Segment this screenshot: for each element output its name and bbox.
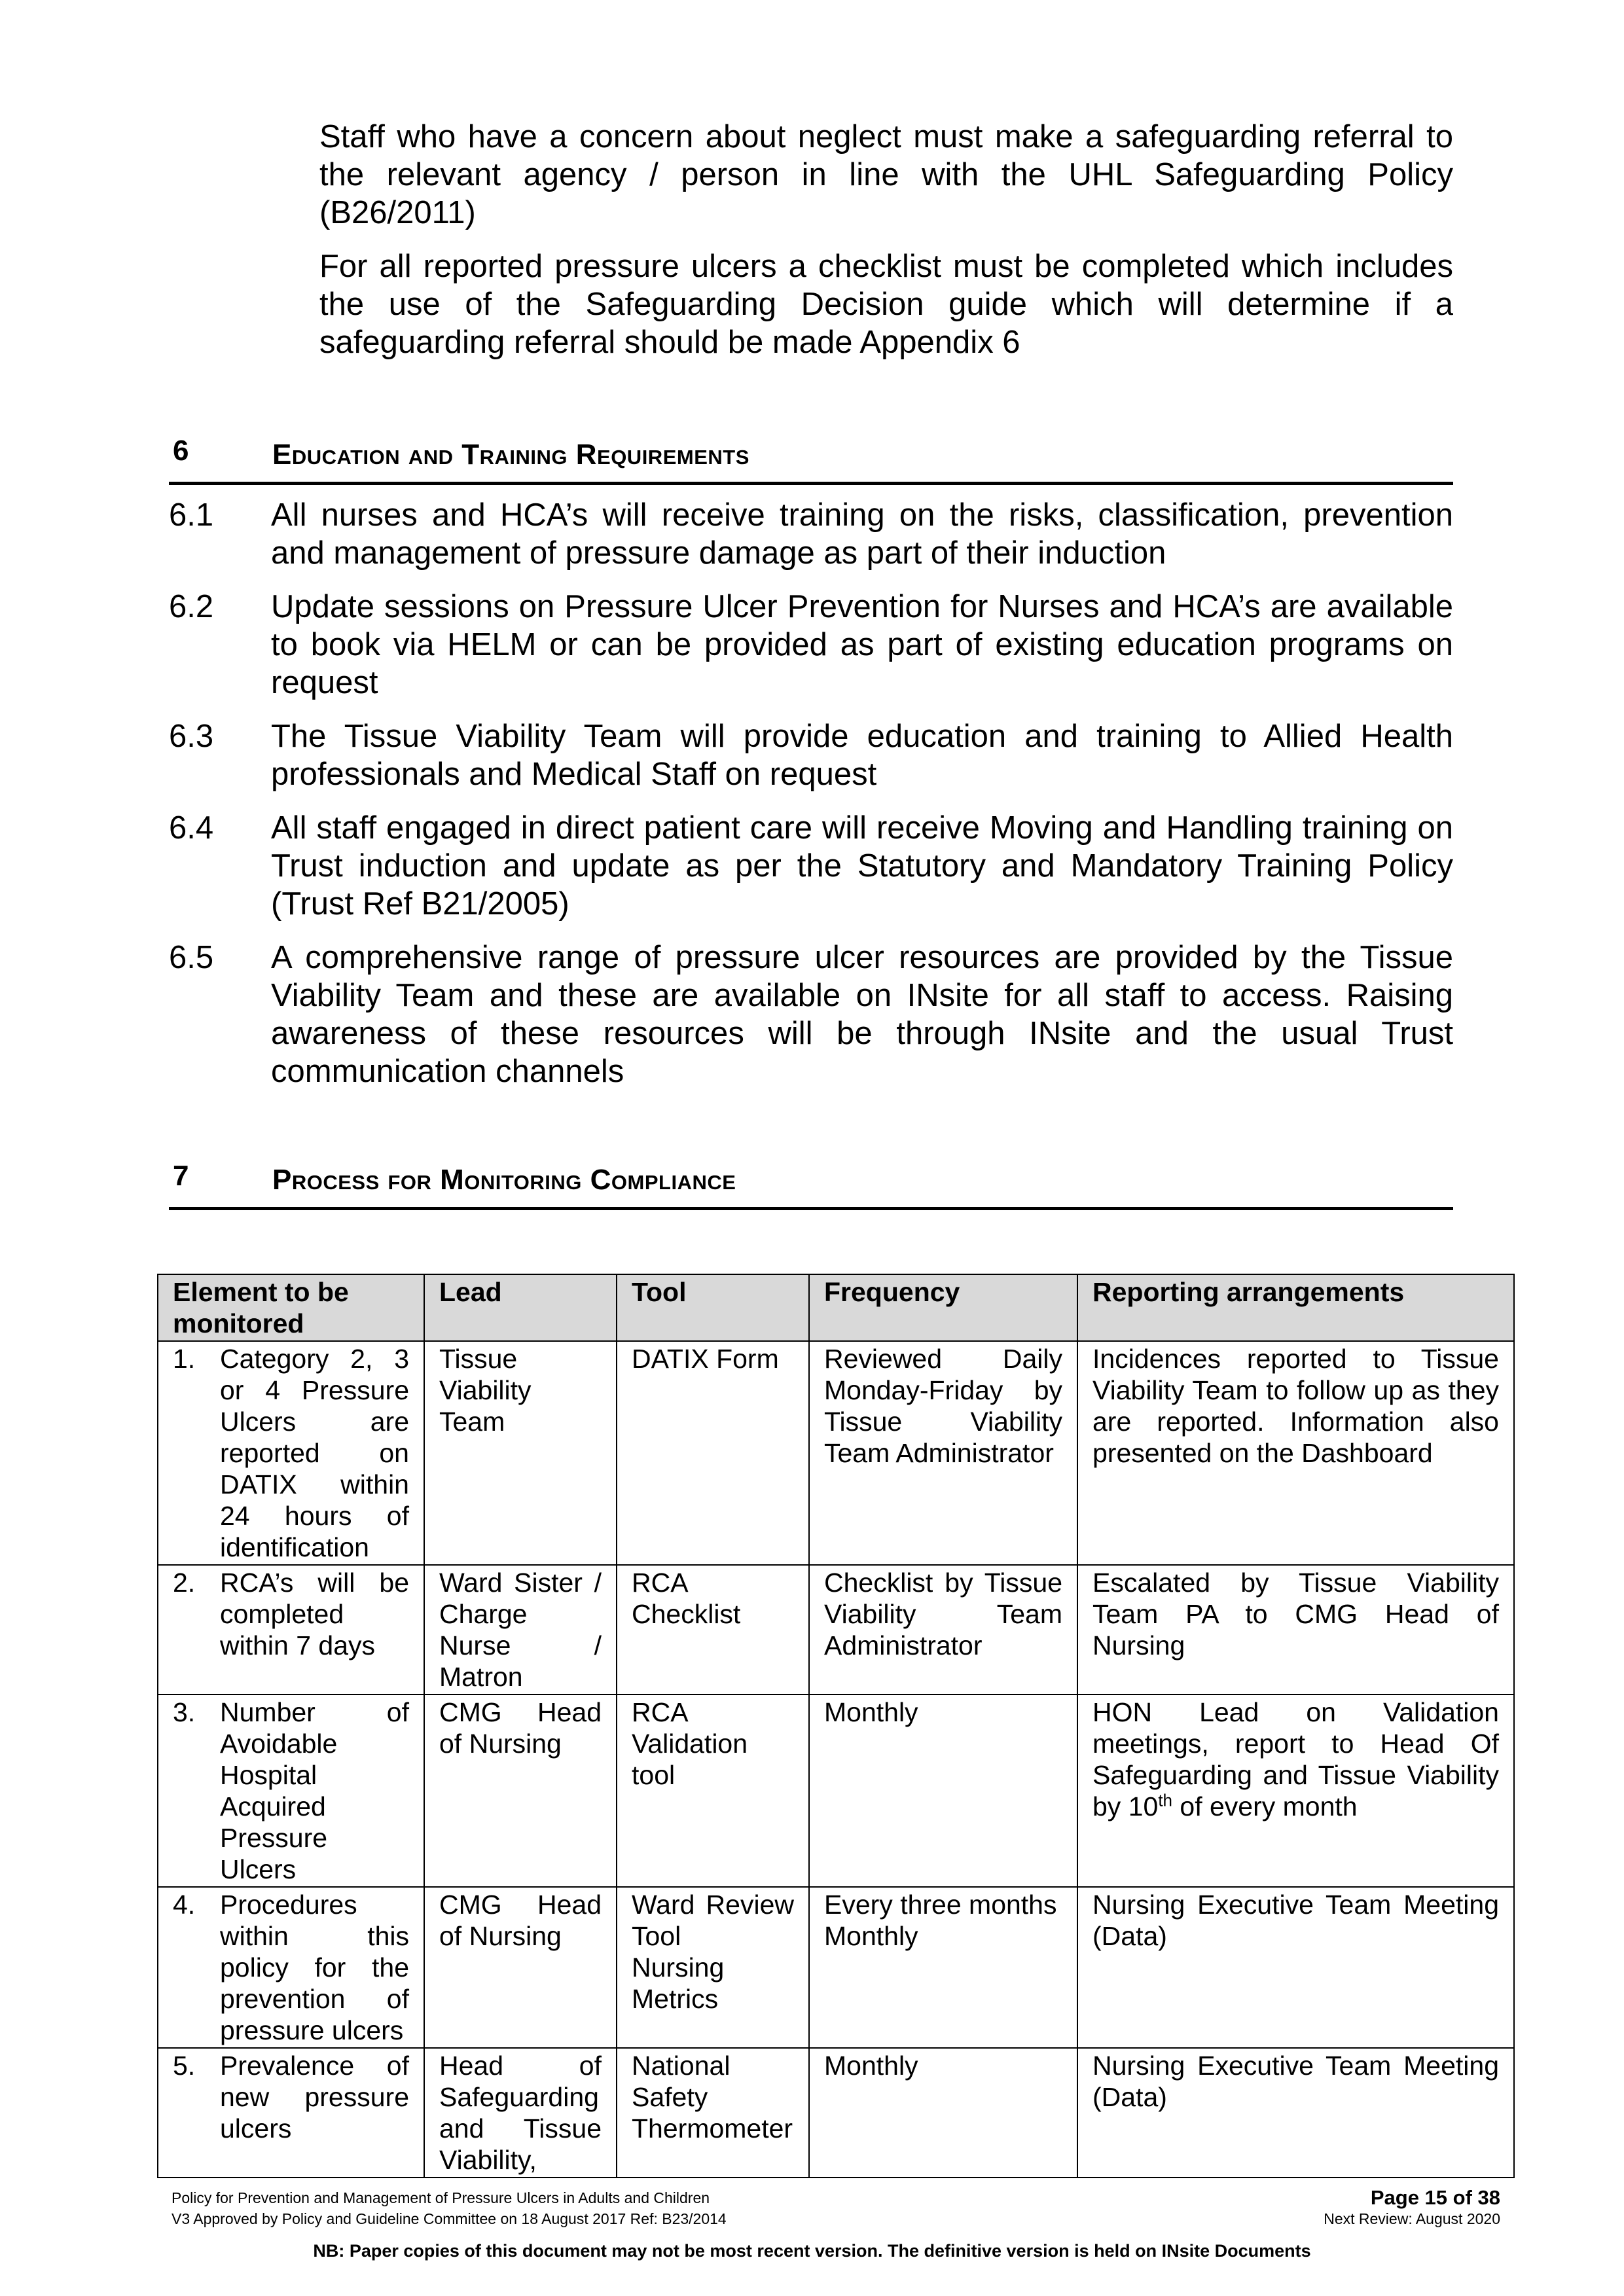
clause-text: All staff engaged in direct patient care will receive Moving and Handling training on Trust induction and update as per the Statutory and Mandatory Training Policy (Trust Ref B21/2005)	[271, 810, 1453, 922]
element-text: Number of Avoidable Hospital Acquired Pressure Ulcers	[220, 1697, 409, 1884]
clause-number: 6.1	[169, 497, 214, 533]
section-number: 6	[173, 435, 189, 467]
section-number: 7	[173, 1160, 189, 1192]
intro-paragraph: For all reported pressure ulcers a checklist must be completed which includes the use of the Safeguarding Decision guide which will determine if a safeguarding referral should be made Appendix 6	[319, 249, 1453, 360]
lead-cell: CMG Head of Nursing	[424, 1695, 617, 1887]
column-header: Element to be monitored	[158, 1274, 424, 1341]
clause-number: 6.5	[169, 940, 214, 975]
reporting-cell: Nursing Executive Team Meeting (Data)	[1077, 2048, 1514, 2178]
section-title: Education and Training Requirements	[272, 439, 749, 471]
frequency-cell: Reviewed Daily Monday-Friday by Tissue Viability Team Administrator	[809, 1341, 1077, 1565]
reporting-cell: Nursing Executive Team Meeting (Data)	[1077, 1887, 1514, 2048]
lead-cell: CMG Head of Nursing	[424, 1887, 617, 2048]
monitoring-compliance-table	[157, 1274, 1515, 2178]
element-text: Prevalence of new pressure ulcers	[220, 2051, 409, 2144]
element-text: RCA’s will be completed within 7 days	[220, 1568, 409, 1660]
tool-cell: National Safety Thermometer	[617, 2048, 809, 2178]
tool-cell: DATIX Form	[617, 1341, 809, 1565]
tool-line: Nursing Metrics	[632, 1952, 725, 2014]
column-header: Tool	[617, 1274, 809, 1341]
element-text: Procedures within this policy for the prevention of pressure ulcers	[220, 1890, 409, 2045]
element-cell	[158, 1565, 424, 1695]
footer-policy-title: Policy for Prevention and Management of Pressure Ulcers in Adults and Children	[171, 2189, 710, 2206]
frequency-cell: Monthly	[809, 2048, 1077, 2178]
reporting-cell: Incidences reported to Tissue Viability Team to follow up as they are reported. Information also presented on the Dashboard	[1077, 1341, 1514, 1565]
clause-text: All nurses and HCA’s will receive training on the risks, classification, prevention and management of pressure damage as part of their induction	[271, 497, 1453, 571]
lead-cell: Ward Sister / Charge Nurse / Matron	[424, 1565, 617, 1695]
frequency-cell	[809, 1887, 1077, 2048]
table-row	[158, 1887, 1514, 2048]
clause-item	[169, 939, 1453, 1090]
reporting-cell: Escalated by Tissue Viability Team PA to CMG Head of Nursing	[1077, 1565, 1514, 1695]
clause-number: 6.4	[169, 810, 214, 846]
frequency-line: Every three months	[824, 1890, 1057, 1920]
row-number: 1.	[173, 1344, 196, 1374]
section-title: Process for Monitoring Compliance	[272, 1164, 736, 1196]
row-number: 2.	[173, 1568, 196, 1598]
section-heading-monitoring	[169, 1160, 1453, 1210]
lead-cell: Head of Safeguarding and Tissue Viability,	[424, 2048, 617, 2178]
next-review: Next Review: August 2020	[1324, 2210, 1500, 2227]
clause-text: Update sessions on Pressure Ulcer Prevention for Nurses and HCA’s are available to book via HELM or can be provided as part of existing education programs on request	[271, 589, 1453, 700]
ordinal-suffix: th	[1158, 1790, 1172, 1810]
table-header-row	[158, 1274, 1514, 1341]
footer-approval: V3 Approved by Policy and Guideline Committee on 18 August 2017 Ref: B23/2014	[171, 2210, 727, 2227]
element-cell	[158, 1887, 424, 2048]
lead-cell: Tissue Viability Team	[424, 1341, 617, 1565]
clause-item	[169, 809, 1453, 923]
element-text: Category 2, 3 or 4 Pressure Ulcers are reported on DATIX within 24 hours of identification	[220, 1344, 409, 1562]
row-number: 5.	[173, 2051, 196, 2081]
reporting-text: of every month	[1172, 1791, 1358, 1821]
reporting-text: HON Lead on Validation meetings, report to Head Of Safeguarding and Tissue Viability by 10	[1092, 1697, 1499, 1821]
element-cell	[158, 1695, 424, 1887]
section-heading-education	[169, 435, 1453, 485]
element-cell	[158, 2048, 424, 2178]
table-row	[158, 1341, 1514, 1565]
footer-note: NB: Paper copies of this document may not be most recent version. The definitive version is held on INsite Documents	[313, 2241, 1311, 2261]
frequency-line: Monthly	[824, 1921, 918, 1951]
tool-line: Ward Review Tool	[632, 1890, 794, 1951]
page-number: Page 15 of 38	[1370, 2186, 1500, 2209]
intro-paragraph: Staff who have a concern about neglect must make a safeguarding referral to the relevant agency / person in line with the UHL Safeguarding Policy (B26/2011)	[319, 119, 1453, 230]
clause-item	[169, 496, 1453, 572]
tool-cell	[617, 1887, 809, 2048]
clause-text: The Tissue Viability Team will provide education and training to Allied Health professionals and Medical Staff on request	[271, 719, 1453, 792]
table-row	[158, 1695, 1514, 1887]
clause-item	[169, 717, 1453, 793]
education-clauses	[169, 496, 1453, 1106]
tool-cell: RCA Validation tool	[617, 1695, 809, 1887]
column-header: Reporting arrangements	[1077, 1274, 1514, 1341]
frequency-cell: Checklist by Tissue Viability Team Administrator	[809, 1565, 1077, 1695]
column-header: Lead	[424, 1274, 617, 1341]
row-number: 3.	[173, 1697, 196, 1727]
clause-text: A comprehensive range of pressure ulcer resources are provided by the Tissue Viability Team and these are available on INsite for all staff to access. Raising awareness of these resources will be through INsite and the usual Trust communication channels	[271, 940, 1453, 1089]
element-cell	[158, 1341, 424, 1565]
reporting-cell	[1077, 1695, 1514, 1887]
table-row	[158, 1565, 1514, 1695]
row-number: 4.	[173, 1890, 196, 1920]
clause-number: 6.3	[169, 719, 214, 754]
clause-item	[169, 588, 1453, 702]
tool-cell: RCA Checklist	[617, 1565, 809, 1695]
safeguarding-intro	[319, 118, 1453, 377]
column-header: Frequency	[809, 1274, 1077, 1341]
clause-number: 6.2	[169, 589, 214, 624]
table-row	[158, 2048, 1514, 2178]
frequency-cell: Monthly	[809, 1695, 1077, 1887]
